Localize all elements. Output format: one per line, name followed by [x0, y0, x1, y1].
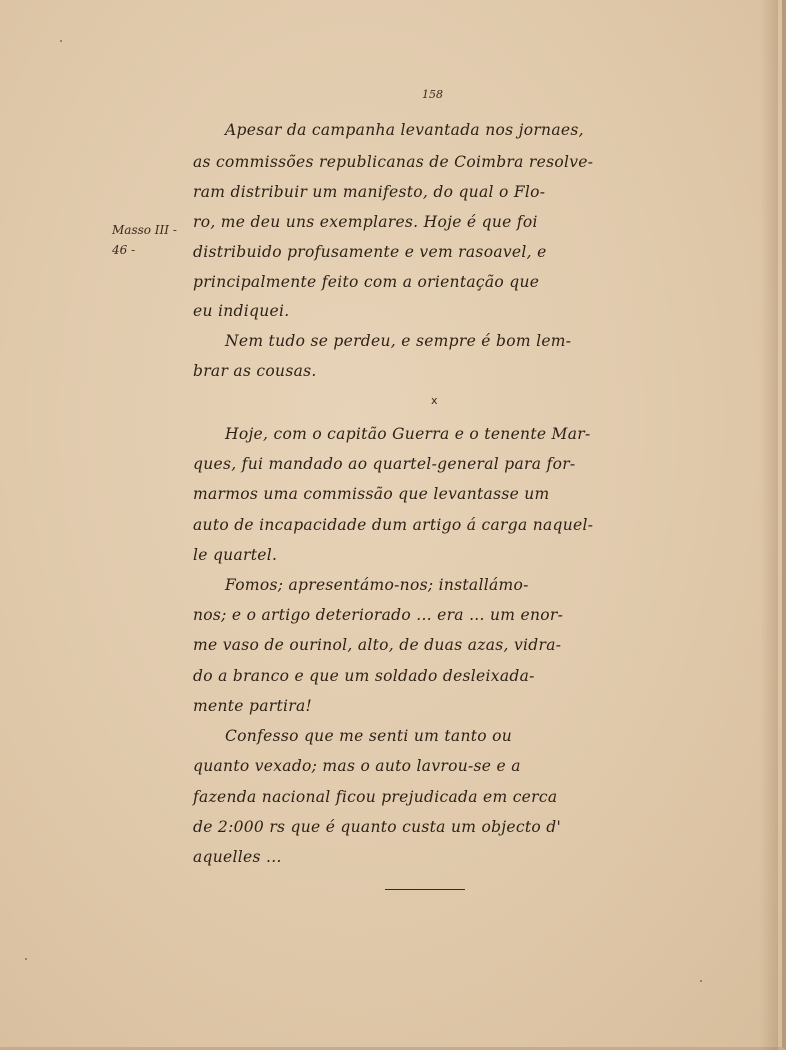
text-line: Nem tudo se perdeu, e sempre é bom lem- [225, 332, 572, 350]
paper-speck [700, 980, 702, 982]
text-line: auto de incapacidade dum artigo á carga naquel- [193, 516, 594, 534]
paper-speck [25, 958, 27, 960]
text-line: le quartel. [193, 546, 278, 564]
text-line: as commissões republicanas de Coimbra resolve- [193, 153, 594, 171]
text-line: de 2:000 rs que é quanto custa um objecto d' [193, 818, 562, 836]
text-line: eu indiquei. [193, 302, 290, 320]
paper-speck [60, 40, 62, 42]
text-line: brar as cousas. [193, 362, 317, 380]
page-number: 158 [422, 88, 443, 101]
text-line: nos; e o artigo deteriorado ... era ... um enor- [193, 606, 564, 624]
text-line: distribuido profusamente e vem rasoavel, e [193, 243, 547, 261]
text-line: aquelles ... [193, 848, 282, 866]
text-line: ram distribuir um manifesto, do qual o Flo- [193, 183, 546, 201]
text-line: ques, fui mandado ao quartel-general para for- [193, 455, 576, 473]
text-line: quanto vexado; mas o auto lavrou-se e a [193, 757, 521, 775]
text-line: Hoje, com o capitão Guerra e o tenente Mar- [225, 425, 591, 443]
text-line: marmos uma commissão que levantasse um [193, 485, 550, 503]
section-separator: x [431, 394, 438, 407]
margin-note-line: Masso III - [112, 223, 177, 237]
text-line: do a branco e que um soldado desleixada- [193, 667, 535, 685]
text-line: ro, me deu uns exemplares. Hoje é que foi [193, 213, 538, 231]
end-rule [385, 889, 465, 890]
page-edge-shadow [760, 0, 778, 1050]
text-line: Apesar da campanha levantada nos jornaes, [225, 121, 584, 139]
text-line: principalmente feito com a orientação que [193, 273, 540, 291]
text-line: mente partira! [193, 697, 313, 715]
margin-note-line: 46 - [112, 243, 136, 257]
text-line: fazenda nacional ficou prejudicada em cerca [193, 788, 558, 806]
text-line: Confesso que me senti um tanto ou [225, 727, 513, 745]
text-line: Fomos; apresentámo-nos; installámo- [225, 576, 529, 594]
margin-note [112, 220, 192, 260]
text-line: me vaso de ourinol, alto, de duas azas, vidra- [193, 636, 562, 654]
